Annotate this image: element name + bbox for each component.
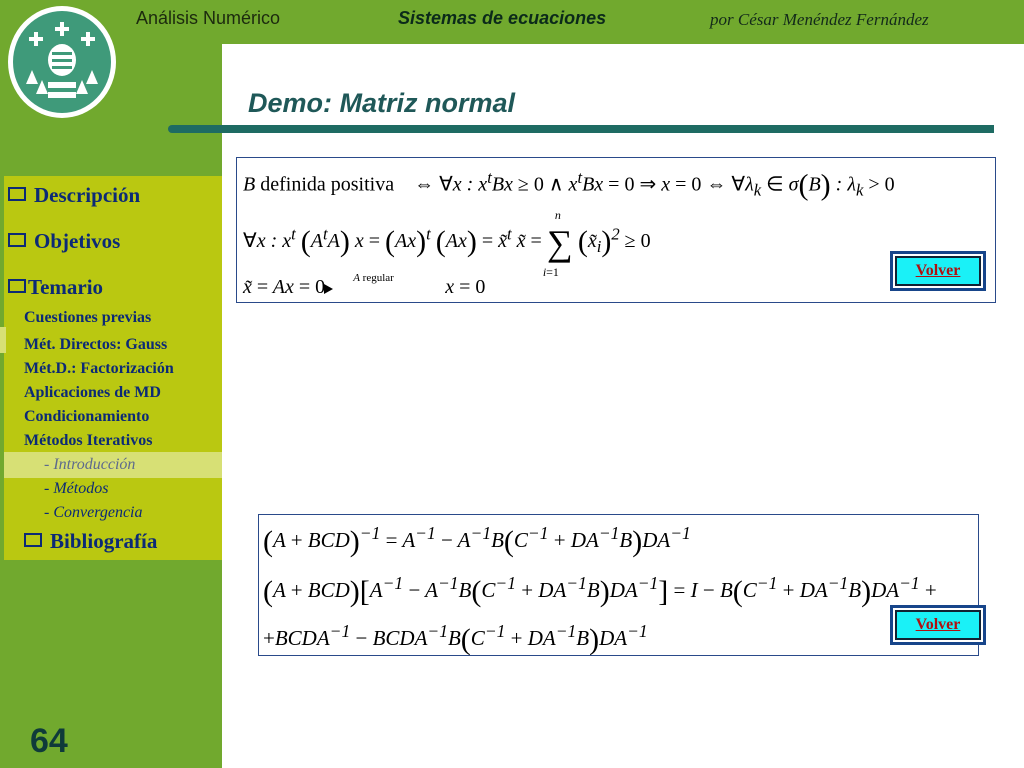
nav-sub-directos-gauss[interactable]: Mét. Directos: Gauss <box>24 336 168 353</box>
formula-definition: B definida positiva ⇔ ∀x : $x^tBx \ge 0$ ∧ $x^tBx = 0$ ⇒ x = 0 ⇔ $\forall\lambda_k$ ∈ σ(B) : $\lambda_k > 0$ <box>243 168 895 202</box>
nav-sub-metodos-iterativos[interactable]: Métodos Iterativos <box>24 432 153 449</box>
course-name: Análisis Numérico <box>136 8 281 28</box>
nav-sub-factorizacion[interactable]: Mét.D.: Factorización <box>24 360 174 377</box>
volver-button[interactable]: Volver <box>890 605 986 645</box>
nav-item-bibliografia[interactable]: Bibliografía <box>24 529 157 554</box>
nav-sub-condicionamiento[interactable]: Condicionamiento <box>24 408 150 425</box>
formula-woodbury-proof: $(A + BCD)[A^{-1} - A^{-1}B(C^{-1} + DA^{-1}B)DA^{-1}] = I - B(C^{-1} + DA^{-1}B)DA^{-1}$ + <box>263 573 937 608</box>
checkbox-icon <box>8 187 26 201</box>
formula-box-normal-matrix <box>236 157 996 303</box>
university-logo-icon <box>6 4 118 120</box>
nav-subsub-metodos[interactable]: - Métodos <box>44 480 109 497</box>
checkbox-icon <box>8 233 26 247</box>
formula-woodbury-proof-cont: $+BCDA^{-1}$ − $BCDA^{-1}B(C^{-1} + DA^{-1}B)DA^{-1}$ <box>263 621 648 656</box>
formula-box-inverse-identity <box>258 514 979 656</box>
nav-sub-aplicaciones[interactable]: Aplicaciones de MD <box>24 384 161 401</box>
author-name: por César Menéndez Fernández <box>710 10 929 29</box>
nav-item-temario[interactable]: Temario <box>8 275 103 300</box>
nav-subsub-convergencia[interactable]: - Convergencia <box>44 504 143 521</box>
page-title: Demo: Matriz normal <box>248 88 516 118</box>
checkbox-icon <box>8 279 26 293</box>
formula-regular-implication: x̃ = Ax = 0 A regular x = 0 <box>243 272 486 298</box>
page-number: 64 <box>30 722 68 760</box>
checkbox-icon <box>24 533 42 547</box>
nav-subsub-introduccion[interactable]: - Introducción <box>44 456 136 473</box>
nav-sub-cuestiones-previas[interactable]: Cuestiones previas <box>24 309 152 326</box>
side-tab <box>0 327 6 353</box>
nav-item-descripcion[interactable]: Descripción <box>8 183 140 208</box>
topic-name: Sistemas de ecuaciones <box>398 8 607 28</box>
formula-quadratic-form: ∀x : $x^t$ $(A^tA) x = (Ax)^t$ (Ax) = x̃$^t$ x̃ = n ∑ i=1 $(x̃_i)^2 \ge 0$ <box>243 208 651 279</box>
volver-button[interactable]: Volver <box>890 251 986 291</box>
nav-item-objetivos[interactable]: Objetivos <box>8 229 120 254</box>
title-underline <box>168 125 994 133</box>
formula-woodbury: $(A + BCD)^{-1} = A^{-1} - A^{-1}B(C^{-1} + DA^{-1}B)DA^{-1}$ <box>263 523 691 558</box>
